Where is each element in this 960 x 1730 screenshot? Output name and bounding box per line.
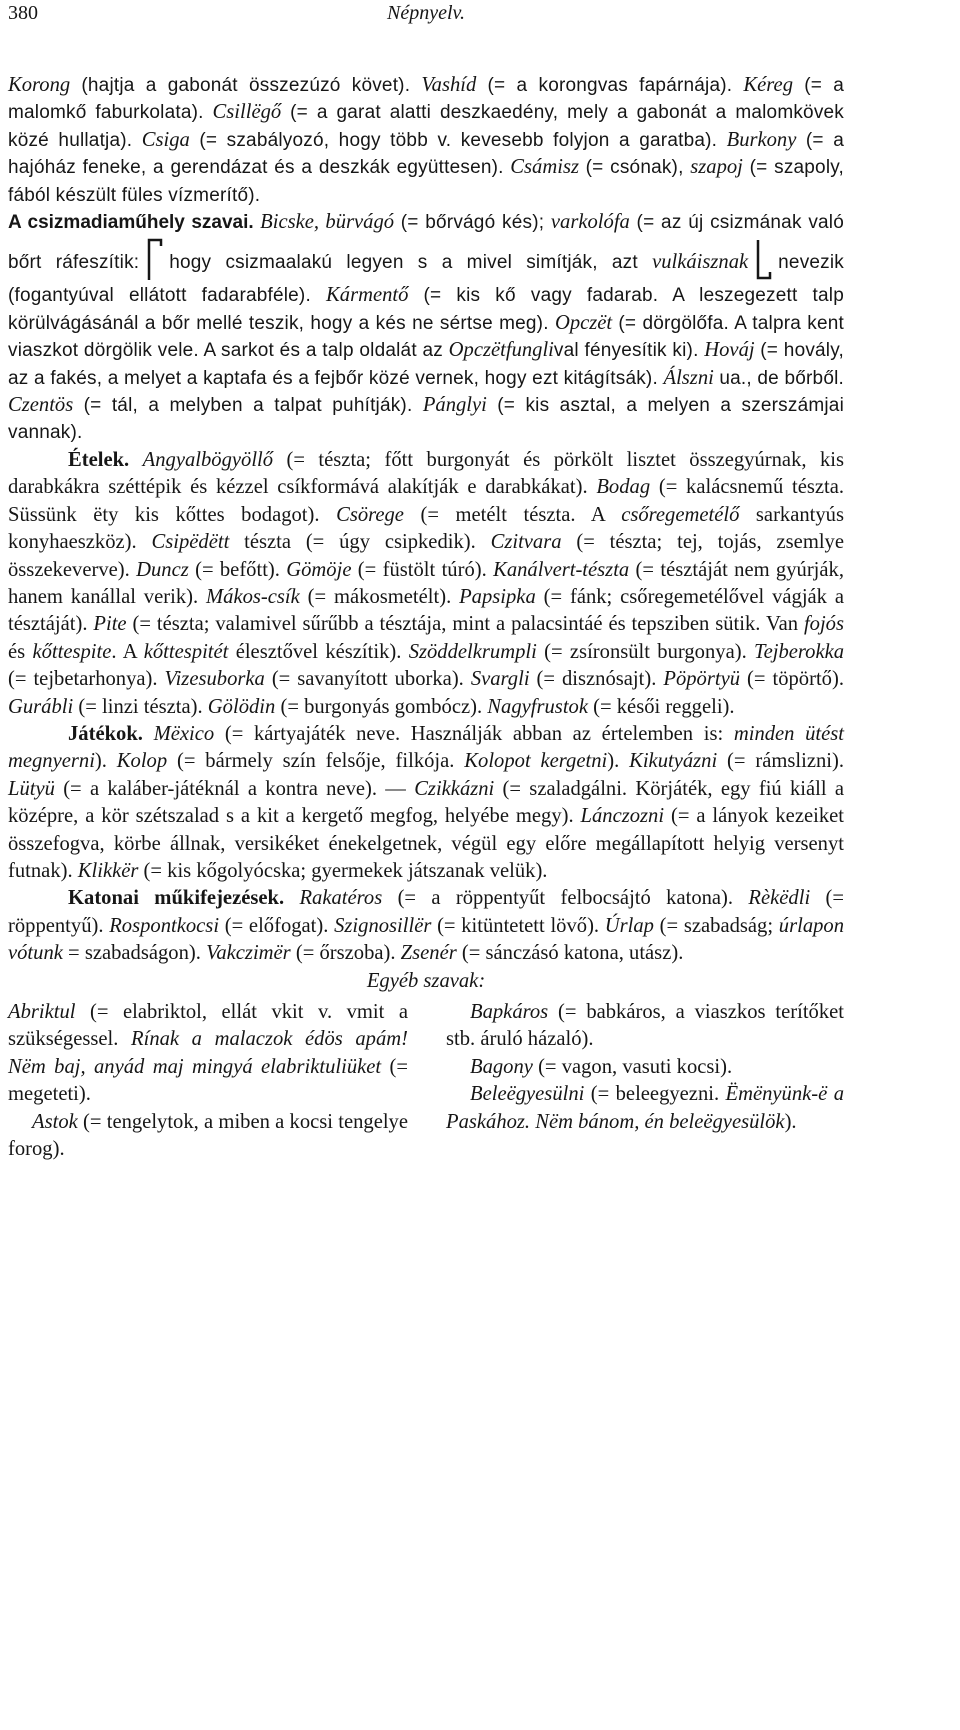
headword: kőttespite: [32, 640, 112, 663]
page: [8, 0, 845, 1161]
gloss-text: (= a lányok kezeiket összefogva, körbe állnak, versikéket énekelgetnek, végül egy előre megállapított helyig versenyt futnak).: [8, 805, 844, 882]
gloss-text: ).: [94, 750, 117, 773]
headword: Csámisz: [510, 156, 579, 179]
gloss-text: . A: [111, 640, 144, 663]
headword: minden ütést megnyerni: [8, 722, 845, 773]
headword: Zsenér: [400, 942, 457, 965]
gloss-text: (= megeteti).: [8, 1055, 408, 1106]
gloss-text: (= kártyajáték neve. Használják abban az értelemben is:: [214, 722, 734, 745]
headword: Nagyfrustok: [487, 695, 588, 718]
headword: varkolófa: [550, 211, 630, 234]
headword: Szignosillër: [334, 914, 432, 937]
gloss-text: (= a garat alatti deszkaedény, mely a gabonát a malomkövek közé hullatja).: [8, 102, 844, 151]
gloss-text: (= kalácsnemű tészta. Süssünk ëty kis kőttes bodagot).: [8, 476, 844, 526]
gloss-text: (= a korongvas fapárnája).: [476, 75, 744, 96]
headword: Csiga: [141, 128, 190, 151]
page-number: 380: [8, 2, 38, 24]
headword: Bodag: [596, 476, 651, 499]
running-head: Népnyelv.: [387, 2, 465, 24]
gloss-text: (= metélt tészta. A: [403, 503, 622, 526]
gloss-text: (= beleegyezni.: [584, 1083, 726, 1106]
headword: Úrlap: [604, 914, 654, 937]
headword: Duncz: [136, 558, 189, 581]
glossary-entry: [446, 1054, 844, 1081]
headword: Svargli: [470, 668, 530, 691]
gloss-text: (= tengelytok, a miben a kocsi tengelye forog).: [8, 1110, 408, 1161]
left-column: [8, 999, 408, 1163]
headword: Rínak a malaczok édös apám! Nëm baj, anyád maj mingyá elabriktuliüket: [8, 1028, 409, 1078]
headword: Gömöje: [286, 558, 352, 581]
headword: Szöddelkrumpli: [408, 640, 537, 663]
section-heading: Katonai műkifejezések.: [68, 887, 300, 910]
glossary-entry: [446, 1081, 844, 1136]
headword: Lütyü: [8, 777, 55, 800]
body-text: [8, 72, 844, 1163]
headword: kőttespitét: [143, 640, 229, 663]
gloss-text: (= előfogat).: [219, 914, 335, 937]
headword: Rèkëdli: [748, 887, 811, 910]
headword: Csillëgő: [212, 101, 282, 124]
headword: fojós: [803, 613, 844, 636]
glossary-entry: [446, 999, 844, 1054]
gloss-text: (= vagon, vasuti kocsi).: [532, 1055, 733, 1078]
gloss-text: tészta (= úgy csipkedik).: [229, 531, 491, 554]
headword: Opczët: [554, 311, 613, 334]
varkolofa-shape-icon: [143, 236, 165, 282]
headword: Pánglyi: [422, 394, 487, 417]
headword: Klikkër: [77, 859, 139, 882]
headword: Kolop: [116, 750, 168, 773]
gloss-text: (= elabriktol, ellát vkit v. vmit a szükségessel.: [8, 1001, 408, 1051]
headword: Tejberokka: [754, 640, 845, 663]
headword: Álszni: [663, 366, 714, 389]
headword: csőregemetélő: [621, 503, 740, 526]
headword: Opczëtfungli: [448, 339, 554, 362]
headword: Bapkáros: [470, 1001, 549, 1023]
gloss-text: (= szapoly, fából készült füles vízmerítő).: [8, 157, 845, 206]
section-heading: Játékok.: [68, 722, 154, 745]
paragraph: [8, 209, 844, 447]
gloss-text: (= dörgölőfa. A talpra kent viaszkot dörgölik vele. A sarkot és a talp oldalát az: [8, 312, 844, 362]
headword: Csörege: [336, 503, 404, 526]
two-column-glossary: [8, 999, 844, 1163]
gloss-text: (= tejbetarhonya).: [8, 668, 165, 691]
headword: Czentös: [8, 394, 74, 417]
headword: vulkáisznak: [652, 251, 749, 274]
gloss-text: (= csónak),: [578, 157, 691, 179]
glossary-entry: [8, 999, 408, 1109]
gloss-text: (= a kaláber-játéknál a kontra neve). —: [54, 777, 415, 800]
headword: Vakczimër: [206, 942, 291, 965]
headword: Kéreg: [743, 74, 793, 96]
headword: Pöpörtyü: [663, 668, 741, 691]
gloss-text: (= befőtt).: [188, 558, 287, 581]
gloss-text: és: [8, 640, 33, 663]
gloss-text: (hajtja a gabonát összezúzó követ).: [70, 75, 422, 96]
gloss-text: (= a röppentyűt felbocsájtó katona).: [382, 887, 749, 910]
gloss-text: = szabadságon).: [62, 942, 207, 965]
page-header: [8, 0, 844, 40]
paragraph: [8, 885, 844, 967]
headword: Hováj: [704, 339, 755, 362]
gloss-text: (= fánk; csőregemetélővel vágják a tésztáját).: [8, 585, 844, 636]
gloss-text: hogy csizmaalakú legyen s a mivel simítják, azt: [169, 252, 653, 274]
gloss-text: (= az új csizmának való bőrt ráfeszítik:: [8, 212, 844, 274]
headword: szapoj: [690, 156, 743, 179]
gloss-text: ua., de bőrből.: [713, 367, 844, 389]
headword: Gurábli: [8, 695, 74, 718]
gloss-text: (= kis kő vagy fadarab. A leszegezett talp körülvágásánál a bőr mellé teszik, hogy a kés ne sértse meg).: [8, 285, 844, 334]
headword: Lánczozni: [580, 805, 665, 828]
headword: Beleëgyesülni: [470, 1083, 585, 1106]
gloss-text: (= tészta; valamivel sűrűbb a tésztája, mint a palacsintáé és tepsziben sütik. Van: [126, 613, 804, 636]
gloss-text: (= babkáros, a viaszkos terítőket stb. áruló házaló).: [446, 1001, 844, 1051]
headword: Kármentő: [326, 284, 409, 307]
right-column: [446, 999, 844, 1163]
gloss-text: ).: [784, 1110, 797, 1133]
gloss-text: (= füstölt túró).: [351, 558, 494, 581]
headword: Gölödin: [207, 695, 276, 718]
section-heading: A csizmadiaműhely szavai.: [8, 212, 261, 234]
headword: Czitvara: [490, 531, 562, 554]
gloss-text: (= sánczásó katona, utász).: [456, 942, 684, 965]
section-title: Egyéb szavak:: [366, 969, 486, 992]
headword: Papsipka: [459, 585, 536, 608]
gloss-text: (= burgonyás gombócz).: [275, 695, 488, 718]
gloss-text: (= rámslizni).: [717, 750, 844, 773]
gloss-text: sarkantyús konyhaeszköz).: [8, 503, 844, 554]
gloss-text: élesztővel készítik).: [228, 640, 409, 663]
gloss-text: (= röppentyű).: [8, 887, 844, 937]
headword: Korong: [8, 74, 71, 96]
headword: Astok: [32, 1110, 78, 1133]
headword: Bagony: [470, 1055, 533, 1078]
gloss-text: (= a hajóház feneke, a gerendázat és a deszkák együttesen).: [8, 129, 844, 179]
gloss-text: (= savanyított uborka).: [264, 668, 471, 691]
paragraphs: [8, 72, 844, 968]
gloss-text: val fényesítik ki).: [553, 340, 705, 362]
headword: Rakatéros: [299, 887, 383, 910]
paragraph: [8, 447, 844, 721]
headword: Kolopot kergetni: [464, 750, 608, 773]
gloss-text: (= szabályozó, hogy több v. kevesebb folyjon a garatba).: [189, 129, 727, 151]
headword: Vizesuborka: [164, 668, 265, 691]
headword: Abriktul: [8, 1001, 76, 1023]
headword: Bicske, bürvágó: [260, 211, 395, 234]
headword: Pite: [93, 613, 127, 636]
headword: Rospontkocsi: [109, 914, 220, 937]
headword: Csipëdëtt: [151, 531, 230, 554]
gloss-text: (= tál, a melyben a talpat puhítják).: [73, 395, 423, 417]
headword: Angyalbögyöllő: [142, 448, 274, 471]
gloss-text: (= kis kőgolyócska; gyermekek játszanak velük).: [138, 859, 548, 882]
gloss-text: (= zsíronsült burgonya).: [536, 640, 755, 663]
gloss-text: (= a malomkő faburkolata).: [8, 75, 844, 124]
headword: Mëxico: [153, 722, 215, 745]
gloss-text: (= szabadság;: [653, 914, 779, 937]
gloss-text: (= őrszoba).: [290, 942, 401, 965]
gloss-text: (= szaladgálni. Körjáték, egy fiú kiáll a középre, a kör szétszalad s a kit a kergető megfog, helyébe megy).: [8, 777, 845, 828]
headword: Mákos-csík: [206, 585, 300, 608]
gloss-text: (= tészta; főtt burgonyát és pörkölt lisztet összegyúrnak, kis darabkákra széttépik és kézzel csíkformává alakítják e darabkákat).: [8, 448, 844, 499]
gloss-text: (= disznósajt).: [529, 668, 664, 691]
varkolofa-shape-icon: [752, 236, 774, 282]
headword: Kikutyázni: [629, 750, 718, 773]
gloss-text: (= hovály, az a fakés, a melyet a kaptafa és a fejbőr közé vernek, hogy ezt kitágítsák).: [8, 340, 844, 389]
glossary-entry: [8, 1109, 408, 1164]
headword: Ëmënyünk-ë a Paskához. Nëm bánom, én beleëgyesülök: [446, 1083, 844, 1133]
gloss-text: (= tészta; tej, tojás, zsemlye összekeverve).: [8, 531, 844, 581]
headword: Vashíd: [421, 74, 477, 96]
gloss-text: (= tésztáját nem gyúrják, hanem kanállal verik).: [8, 558, 844, 608]
headword: Kanálvert-tészta: [493, 558, 630, 581]
gloss-text: (= mákosmetélt).: [299, 585, 460, 608]
gloss-text: nevezik (fogantyúval ellátott fadarabféle).: [8, 252, 844, 307]
headword: úrlapon vótunk: [8, 914, 845, 965]
gloss-text: (= kis asztal, a melyen a szerszámjai vannak).: [8, 395, 844, 444]
headword: Czikkázni: [414, 777, 495, 800]
gloss-text: (= bőrvágó kés);: [394, 212, 551, 234]
gloss-text: (= késői reggeli).: [587, 695, 735, 718]
paragraph: [8, 72, 844, 209]
gloss-text: ).: [607, 750, 630, 773]
gloss-text: (= töpörtő).: [740, 668, 844, 691]
gloss-text: (= linzi tészta).: [73, 695, 208, 718]
section-heading: Ételek.: [68, 448, 143, 471]
gloss-text: (= kitüntetett lövő).: [431, 914, 605, 937]
paragraph: [8, 721, 844, 885]
gloss-text: (= bármely szín felsője, filkója.: [167, 750, 465, 773]
headword: Burkony: [726, 128, 797, 151]
